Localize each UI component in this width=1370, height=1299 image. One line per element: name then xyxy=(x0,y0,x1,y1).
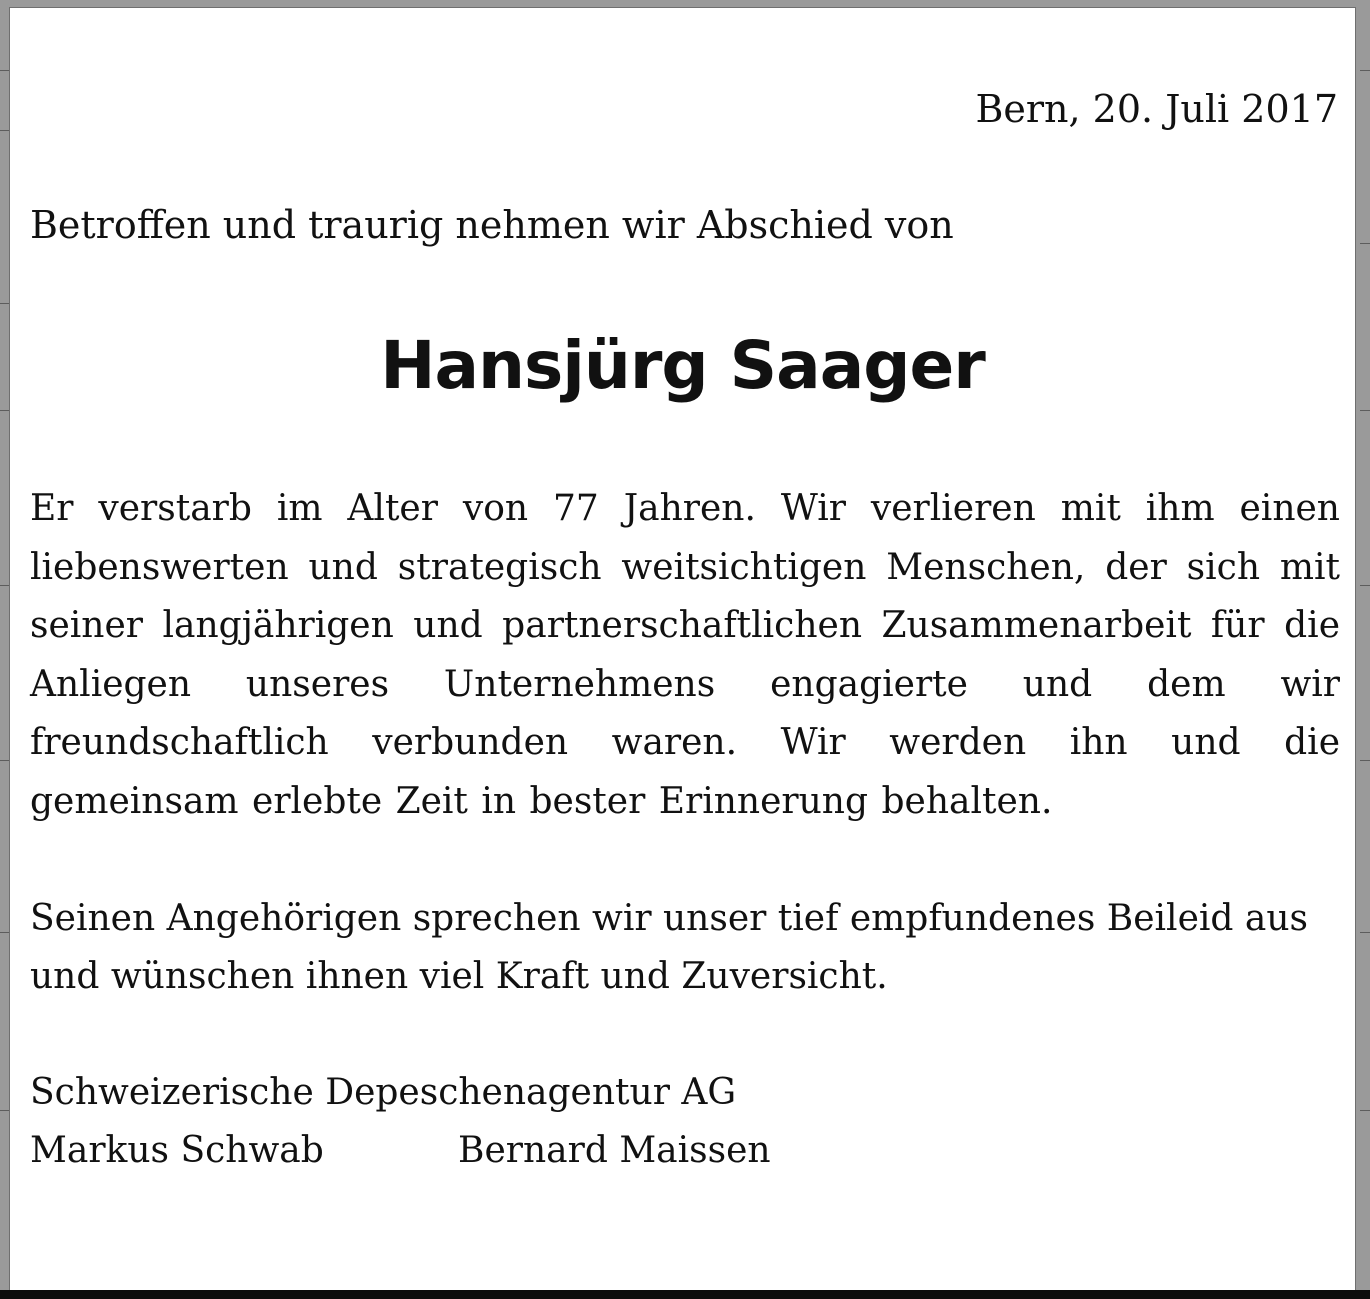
frame-line xyxy=(0,70,10,71)
signer-names xyxy=(30,1122,1340,1180)
deceased-name: Hansjürg Saager xyxy=(380,327,985,404)
frame-line xyxy=(1360,585,1370,586)
frame-line xyxy=(0,303,10,304)
obituary-notice xyxy=(10,8,1355,1290)
frame-line xyxy=(0,130,10,131)
frame-line xyxy=(1360,760,1370,761)
organization-name: Schweizerische Depeschenagentur AG xyxy=(30,1072,737,1113)
frame-line xyxy=(1360,410,1370,411)
frame-line xyxy=(0,932,10,933)
signature-block xyxy=(30,1064,1340,1180)
date-line: Bern, 20. Juli 2017 xyxy=(975,87,1338,131)
frame-line xyxy=(0,760,10,761)
frame-line xyxy=(0,410,10,411)
intro-text: Betroffen und traurig nehmen wir Abschied von xyxy=(30,203,954,247)
body-text: Er verstarb im Alter von 77 Jahren. Wir verlieren mit ihm einen liebenswerten und strategisch weitsichtigen Menschen, der sich mit seiner langjährigen und partnerschaftlichen Zusammenarbeit für die Anliegen unseres Unternehmens engagierte und dem wir freundschaftlich verbunden waren. Wir werden ihn und die gemeinsam erlebte Zeit in bester Erinnerung behalten. xyxy=(30,488,1340,822)
frame-line xyxy=(0,1110,10,1111)
frame-line xyxy=(1360,1110,1370,1111)
signer-name: Bernard Maissen xyxy=(458,1130,771,1171)
frame-line xyxy=(0,585,10,586)
frame-line xyxy=(1360,932,1370,933)
frame-line xyxy=(1360,243,1370,244)
signer-name: Markus Schwab xyxy=(30,1130,324,1171)
condolence-text: Seinen Angehörigen sprechen wir unser tief empfundenes Beileid aus und wünschen ihnen viel Kraft und Zuversicht. xyxy=(30,898,1308,997)
frame-line xyxy=(1360,70,1370,71)
